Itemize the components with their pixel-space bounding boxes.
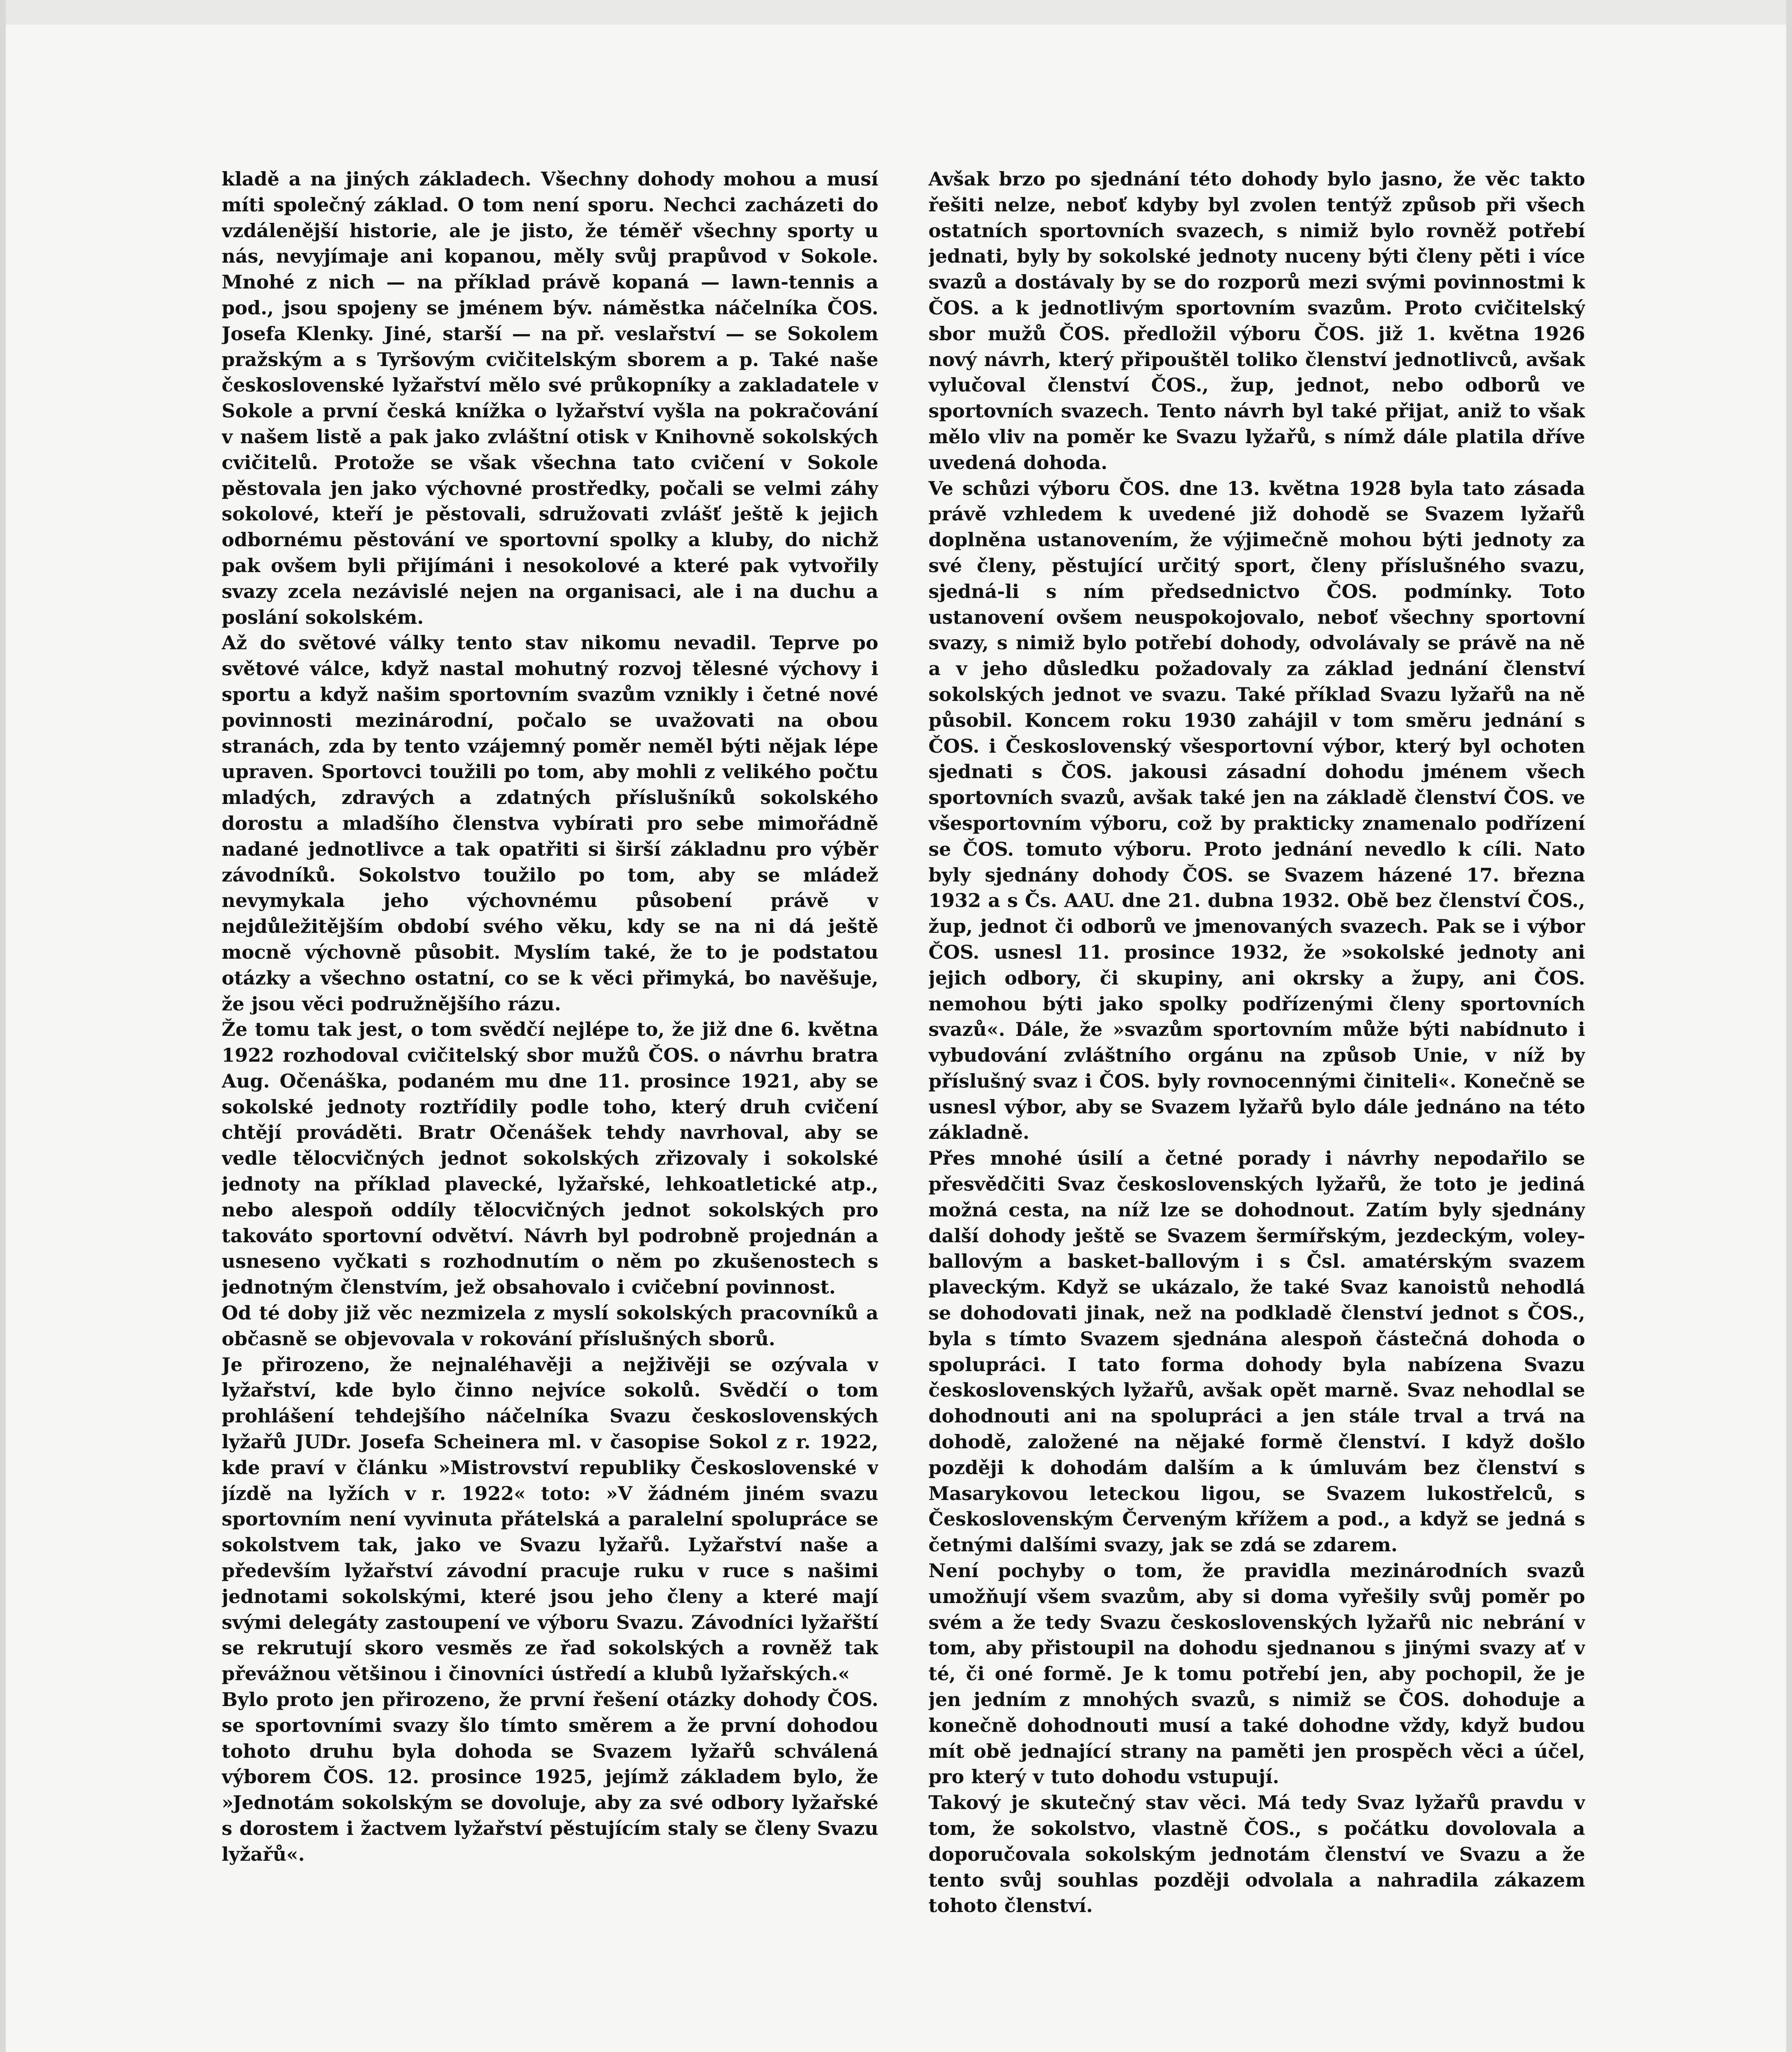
paragraph: Bylo proto jen přirozeno, že první řešení otázky dohody ČOS. se sportovními svazy šlo tímto směrem a že první dohodou tohoto druhu byla dohoda se Svazem lyžařů schválená výborem ČOS. 12. prosince 1925, jejímž základem bylo, že »Jednotám sokolským se dovoluje, aby za své odbory lyžařské s dorostem i žactvem lyžařství pěstujícím staly se členy Svazu lyžařů«. [222, 1688, 878, 1865]
paragraph: Přes mnohé úsilí a četné porady i návrhy nepodařilo se přesvědčiti Svaz československých lyžařů, že toto je jediná možná cesta, na níž lze se dohodnout. Zatím byly sjednány další dohody ještě se Svazem šermířským, jezdeckým, voley-ballovým a basket-ballovým i s Čsl. amatérským svazem plaveckým. Když se ukázalo, že také Svaz kanoistů nehodlá se dohodovati jinak, než na podkladě členství jednot s ČOS., byla s tímto Svazem sjednána alespoň částečná dohoda o spolupráci. I tato forma dohody byla nabízena Svazu československých lyžařů, avšak opět marně. Svaz nehodlal se dohodnouti ani na spolupráci a jen stále trval a trvá na dohodě, založené na nějaké formě členství. I když došlo později k dohodám dalším a k úmluvám bez členství s Masarykovou leteckou ligou, se Svazem lukostřelců, s Československým Červeným křížem a pod., a když se jedná s četnými dalšími svazy, jak se zdá se zdarem. [928, 1147, 1585, 1556]
paragraph: Že tomu tak jest, o tom svědčí nejlépe to, že již dne 6. května 1922 rozhodoval cvičitelský sbor mužů ČOS. o návrhu bratra Aug. Očenáška, podaném mu dne 11. prosince 1921, aby se sokolské jednoty roztřídily podle toho, který druh cvičení chtějí prováděti. Bratr Očenášek tehdy navrhoval, aby se vedle tělocvičných jednot sokolských zřizovaly i sokolské jednoty na příklad plavecké, lyžařské, lehkoatletické atp., nebo alespoň oddíly tělocvičných jednot sokolských pro takováto sportovní odvětví. Návrh byl podrobně projednán a usneseno vyčkati s rozhodnutím o něm po zkušenostech s jednotným členstvím, jež obsahovalo i cvičební povinnost. [222, 1018, 878, 1299]
paragraph: Takový je skutečný stav věci. Má tedy Svaz lyžařů pravdu v tom, že sokolstvo, vlastně ČOS., s počátku dovolovala a doporučovala sokolským jednotám členství ve Svazu a že tento svůj souhlas později odvolala a nahradila zákazem tohoto členství. [928, 1791, 1585, 1917]
paragraph: kladě a na jiných základech. Všechny dohody mohou a musí míti společný základ. O tom není sporu. Nechci zacházeti do vzdálenější historie, ale je jisto, že téměř všechny sporty u nás, nevyjímaje ani kopanou, měly svůj prapůvod v Sokole. Mnohé z nich — na příklad právě kopaná — lawn-tennis a pod., jsou spojeny se jménem býv. náměstka náčelníka ČOS. Josefa Klenky. Jiné, starší — na př. veslařství — se Sokolem pražským a s Tyršovým cvičitelským sborem a p. Také naše československé lyžařství mělo své průkopníky a zakladatele v Sokole a první česká knížka o lyžařství vyšla na pokračování v našem listě a pak jako zvláštní otisk v Knihovně sokolských cvičitelů. Protože se však všechna tato cvičení v Sokole pěstovala jen jako výchovné prostředky, počali se velmi záhy sokolové, kteří je pěstovali, sdružovati zvlášť ještě k jejich odbornému pěstování ve sportovní spolky a kluby, do nichž pak ovšem byli přijímáni i nesokolové a které pak vytvořily svazy zcela nezávislé nejen na organisaci, ale i na duchu a poslání sokolském. [222, 168, 878, 628]
scan-top-shade [0, 0, 1792, 25]
paragraph: Až do světové války tento stav nikomu nevadil. Teprve po světové válce, když nastal mohutný rozvoj tělesné výchovy i sportu a když našim sportovním svazům vznikly i četné nové povinnosti mezinárodní, počalo se uvažovati na obou stranách, zda by tento vzájemný poměr neměl býti nějak lépe upraven. Sportovci toužili po tom, aby mohli z velikého počtu mladých, zdravých a zdatných příslušníků sokolského dorostu a mladšího členstva vybírati pro sebe mimořádně nadané jednotlivce a tak opatřiti si širší základnu pro výběr závodníků. Sokolstvo toužilo po tom, aby se mládež nevymykala jeho výchovnému působení právě v nejdůležitějším období svého věku, kdy se na ni dá ještě mocně výchovně působit. Myslím také, že to je podstatou otázky a všechno ostatní, co se k věci přimyká, bo navěšuje, že jsou věci podružnějšího rázu. [222, 632, 878, 1015]
scan-right-edge [1786, 0, 1792, 2052]
paragraph: Není pochyby o tom, že pravidla mezinárodních svazů umožňují všem svazům, aby si doma vyřešily svůj poměr po svém a že tedy Svazu československých lyžařů nic nebrání v tom, aby přistoupil na dohodu sjednanou s jinými svazy ať v té, či oné formě. Je k tomu potřebí jen, aby pochopil, že je jen jedním z mnohých svazů, s nimiž se ČOS. dohoduje a konečně dohodnouti musí a také dohodne vždy, když budou mít obě jednající strany na paměti jen prospěch věci a účel, pro který v tuto dohodu vstupují. [928, 1560, 1585, 1788]
right-column [928, 166, 1585, 2038]
paragraph: Je přirozeno, že nejnaléhavěji a nejživěji se ozývala v lyžařství, kde bylo činno nejvíce sokolů. Svědčí o tom prohlášení tehdejšího náčelníka Svazu československých lyžařů JUDr. Josefa Scheinera ml. v časopise Sokol z r. 1922, kde praví v článku »Mistrovství republiky Československé v jízdě na lyžích v r. 1922« toto: »V žádném jiném svazu sportovním není vyvinuta přátelská a paralelní spolupráce se sokolstvem tak, jako ve Svazu lyžařů. Lyžařství naše a především lyžařství závodní pracuje ruku v ruce s našimi jednotami sokolskými, které jsou jeho členy a které mají svými delegáty zastoupení ve výboru Svazu. Závodníci lyžařští se rekrutují skoro vesměs ze řad sokolských a rovněž tak převážnou většinou i činovníci ústředí a klubů lyžařských.« [222, 1353, 878, 1685]
paragraph: Avšak brzo po sjednání této dohody bylo jasno, že věc takto řešiti nelze, neboť kdyby byl zvolen tentýž způsob při všech ostatních sportovních svazech, s nimiž bylo rovněž potřebí jednati, byly by sokolské jednoty nuceny býti členy pěti i více svazů a dostávaly by se do rozporů mezi svými povinnostmi k ČOS. a k jednotlivým sportovním svazům. Proto cvičitelský sbor mužů ČOS. předložil výboru ČOS. již 1. května 1926 nový návrh, který připouštěl toliko členství jednotlivců, avšak vylučoval členství ČOS., žup, jednot, nebo odborů ve sportovních svazech. Tento návrh byl také přijat, aniž to však mělo vliv na poměr ke Svazu lyžařů, s nímž dále platila dříve uvedená dohoda. [928, 168, 1585, 474]
left-column [222, 166, 878, 2038]
paragraph: Ve schůzi výboru ČOS. dne 13. května 1928 byla tato zásada právě vzhledem k uvedené již dohodě se Svazem lyžařů doplněna ustanovením, že výjimečně mohou býti jednoty za své členy, pěstující určitý sport, členy příslušného svazu, sjedná-li s ním předsednictvo ČOS. podmínky. Toto ustanovení ovšem neuspokojovalo, neboť všechny sportovní svazy, s nimiž bylo potřebí dohody, odvolávaly se právě na ně a v jeho důsledku požadovaly za základ jednání členství sokolských jednot ve svazu. Také příklad Svazu lyžařů na ně působil. Koncem roku 1930 zahájil v tom směru jednání s ČOS. i Československý všesportovní výbor, který byl ochoten sjednati s ČOS. jakousi zásadní dohodu jménem všech sportovních svazů, avšak také jen na základě členství ČOS. ve všesportovním výboru, což by prakticky znamenalo podřízení se ČOS. tomuto výboru. Proto jednání nevedlo k cíli. Nato byly sjednány dohody ČOS. se Svazem házené 17. března 1932 a s Čs. AAU. dne 21. dubna 1932. Obě bez členství ČOS., žup, jednot či odborů ve jmenovaných svazech. Pak se i výbor ČOS. usnesl 11. prosince 1932, že »sokolské jednoty ani jejich odbory, či skupiny, ani okrsky a župy, ani ČOS. nemohou býti jako spolky podřízenými členy sportovních svazů«. Dále, že »svazům sportovním může býti nabídnuto i vybudování zvláštního orgánu na způsob Unie, v níž by příslušný svaz i ČOS. byly rovnocennými činiteli«. Konečně se usnesl výbor, aby se Svazem lyžařů bylo dále jednáno na této základně. [928, 477, 1585, 1144]
paragraph: Od té doby již věc nezmizela z myslí sokolských pracovníků a občasně se objevovala v rokování příslušných sborů. [222, 1302, 878, 1350]
scan-left-edge [0, 0, 6, 2052]
